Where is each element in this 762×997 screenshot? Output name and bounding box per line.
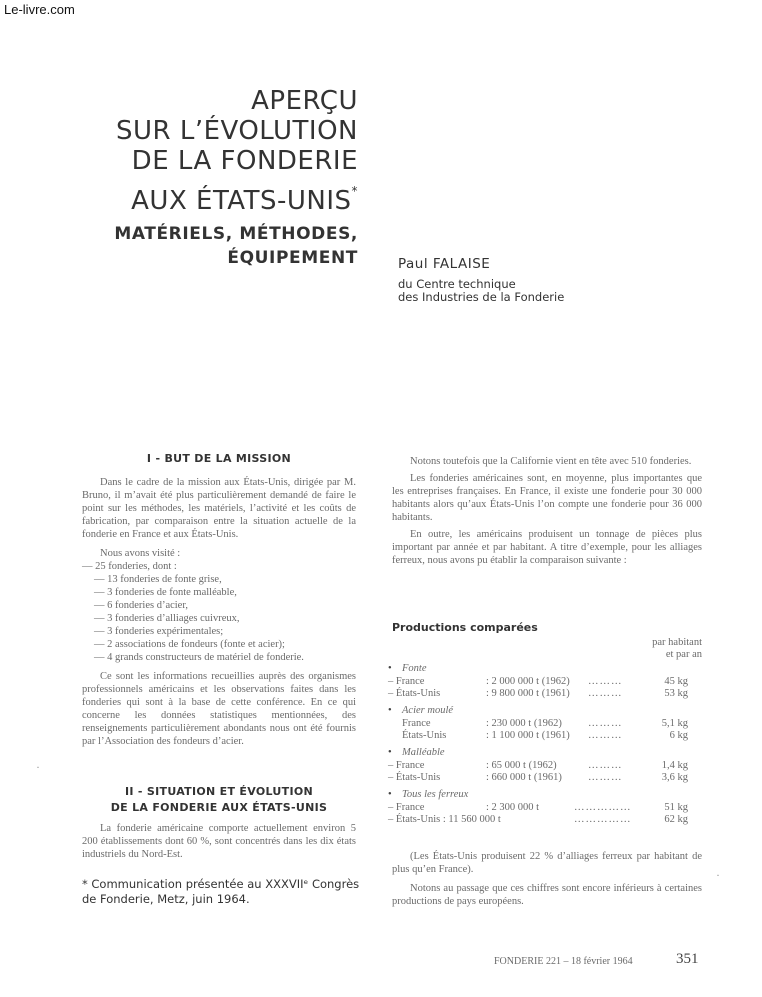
row-value: 62 kg — [664, 814, 688, 825]
author-name: Paul FALAISE — [398, 256, 491, 272]
right-paragraph-5: Notons au passage que ces chiffres sont encore inférieurs à certaines productions de pays européens. — [392, 883, 702, 907]
category-header — [388, 704, 708, 718]
margin-mark: · — [716, 868, 720, 882]
row-value: 5,1 kg — [661, 718, 688, 729]
title-line-4-text: AUX ÉTATS-UNIS — [131, 186, 352, 216]
subtitle-line-1: MATÉRIELS, MÉTHODES, — [114, 224, 358, 244]
category-name: Acier moulé — [402, 705, 454, 716]
footnote: * Communication présentée au XXXVIIᵉ Congrès de Fonderie, Metz, juin 1964. — [82, 877, 360, 906]
row-country: – France — [388, 802, 425, 813]
unit-header-line-2: et par an — [665, 649, 702, 660]
row-country: – États-Unis — [388, 688, 441, 699]
row-production: : 2 000 000 t (1962) — [486, 676, 570, 687]
row-production: : 65 000 t (1962) — [486, 760, 557, 771]
section-2-heading-line-1: II - SITUATION ET ÉVOLUTION — [125, 785, 313, 798]
bullet-icon: • — [388, 663, 392, 674]
right-paragraph-1: Notons toutefois que la Californie vient en tête avec 510 fonderies. — [410, 456, 692, 467]
category-name: Fonte — [402, 663, 427, 674]
section-2-heading-line-2: DE LA FONDERIE AUX ÉTATS-UNIS — [110, 801, 328, 814]
row-production: : 2 300 000 t — [486, 802, 540, 813]
visit-list-item: — 3 fonderies d’alliages cuivreux, — [94, 613, 240, 624]
visit-list-item: — 3 fonderies de fonte malléable, — [94, 587, 237, 598]
category-name: Malléable — [402, 747, 445, 758]
affiliation-line-2: des Industries de la Fonderie — [398, 290, 565, 304]
bullet-icon: • — [388, 789, 392, 800]
category-name: Tous les ferreux — [402, 789, 469, 800]
visit-list-item: — 2 associations de fondeurs (fonte et acier); — [94, 639, 285, 650]
visit-list-item: — 13 fonderies de fonte grise, — [94, 574, 222, 585]
category-header — [388, 746, 708, 760]
right-paragraph-3: En outre, les américains produisent un tonnage de pièces plus important par année et par habitant. A titre d’exemple, pour les alliages ferreux, nous avons pu établir la comparaison suivante : — [392, 529, 702, 566]
right-paragraph-4: (Les États-Unis produisent 22 % d’alliages ferreux par habitant de plus qu’en France). — [392, 851, 702, 875]
visit-list-item: — 6 fonderies d’acier, — [94, 600, 189, 611]
affiliation-line-1: du Centre technique — [398, 277, 516, 291]
section-1-heading: I - BUT DE LA MISSION — [146, 452, 292, 465]
row-country: – États-Unis : 11 560 000 t — [388, 814, 501, 825]
unit-header-line-1: par habitant — [652, 637, 702, 648]
visit-list-item: — 25 fonderies, dont : — [82, 561, 177, 572]
author-affiliation — [398, 278, 564, 304]
row-country: – France — [388, 760, 425, 771]
right-column — [392, 455, 702, 567]
left-paragraph-2: Ce sont les informations recueillies auprès des organismes professionnels américains et les observations faites dans les fonderies qui sont à la base de cette conférence. En ce qui concerne les données statistiques mentionnées, des renseignements particulièrement abondants nous ont été fournis par l’Association des fondeurs d’acier. — [82, 671, 356, 747]
row-dots: ……… — [588, 730, 623, 741]
right-column-bottom — [392, 850, 702, 908]
visit-list-item: — 4 grands constructeurs de matériel de fonderie. — [94, 652, 304, 663]
table-row — [388, 772, 708, 784]
row-country: France — [402, 718, 431, 729]
bullet-icon: • — [388, 705, 392, 716]
title-line-4 — [114, 176, 358, 216]
row-production: : 9 800 000 t (1961) — [486, 688, 570, 699]
table-row — [388, 814, 708, 826]
row-country: États-Unis — [402, 730, 447, 741]
visit-list-item: — 3 fonderies expérimentales; — [94, 626, 224, 637]
row-dots: ……… — [588, 688, 623, 699]
left-paragraph-3: La fonderie américaine comporte actuellement environ 5 200 établissements dont 60 %, sont concentrés dans les dix états industriels du Nord-Est. — [82, 823, 356, 860]
row-value: 6 kg — [669, 730, 688, 741]
right-paragraph-2: Les fonderies américaines sont, en moyenne, plus importantes que les entreprises françaises. En France, il existe une fonderie pour 30 000 habitants alors qu’aux États-Unis l’on compte une fonderie pour 36 000 habitants. — [392, 473, 702, 523]
row-value: 53 kg — [664, 688, 688, 699]
section-2-heading — [82, 784, 356, 816]
article-title — [114, 86, 358, 270]
row-value: 45 kg — [664, 676, 688, 687]
page-number: 351 — [676, 951, 699, 967]
title-line-2: SUR L’ÉVOLUTION — [115, 116, 358, 146]
row-dots: ……… — [588, 772, 623, 783]
watermark: Le-livre.com — [4, 2, 75, 17]
left-paragraph-1: Dans le cadre de la mission aux États-Unis, dirigée par M. Bruno, il m’avait été plus particulièrement demandé de faire le point sur les méthodes, les matériels, l’activité et les coûts de fabrication, par comparaison entre la situation actuelle de la fonderie en France et aux États-Unis. — [82, 477, 356, 540]
subtitle-line-2: ÉQUIPEMENT — [227, 248, 358, 268]
row-value: 3,6 kg — [661, 772, 688, 783]
row-dots: ……… — [588, 760, 623, 771]
productions-heading: Productions comparées — [392, 621, 538, 634]
row-dots: ……… — [588, 718, 623, 729]
row-dots: …………… — [574, 814, 632, 825]
bullet-icon: • — [388, 747, 392, 758]
table-row — [388, 718, 708, 730]
left-paragraph-3-block — [82, 822, 356, 861]
table-row — [388, 760, 708, 772]
row-dots: ……… — [588, 676, 623, 687]
row-production: : 230 000 t (1962) — [486, 718, 562, 729]
row-country: – États-Unis — [388, 772, 441, 783]
table-row — [388, 676, 708, 688]
unit-header — [612, 637, 702, 661]
row-country: – France — [388, 676, 425, 687]
title-footnote-mark: * — [351, 184, 358, 198]
title-line-1: APERÇU — [251, 86, 358, 116]
title-line-3: DE LA FONDERIE — [131, 146, 358, 176]
row-dots: …………… — [574, 802, 632, 813]
table-row — [388, 802, 708, 814]
productions-table — [388, 662, 708, 826]
left-column — [82, 476, 356, 748]
row-production: : 660 000 t (1961) — [486, 772, 562, 783]
visit-intro: Nous avons visité : — [100, 548, 181, 559]
row-production: : 1 100 000 t (1961) — [486, 730, 570, 741]
page-footer: FONDERIE 221 – 18 février 1964 — [494, 956, 633, 967]
table-row — [388, 688, 708, 700]
category-header — [388, 662, 708, 676]
row-value: 1,4 kg — [661, 760, 688, 771]
table-row — [388, 730, 708, 742]
category-header — [388, 788, 708, 802]
row-value: 51 kg — [664, 802, 688, 813]
margin-mark: · — [36, 760, 40, 774]
